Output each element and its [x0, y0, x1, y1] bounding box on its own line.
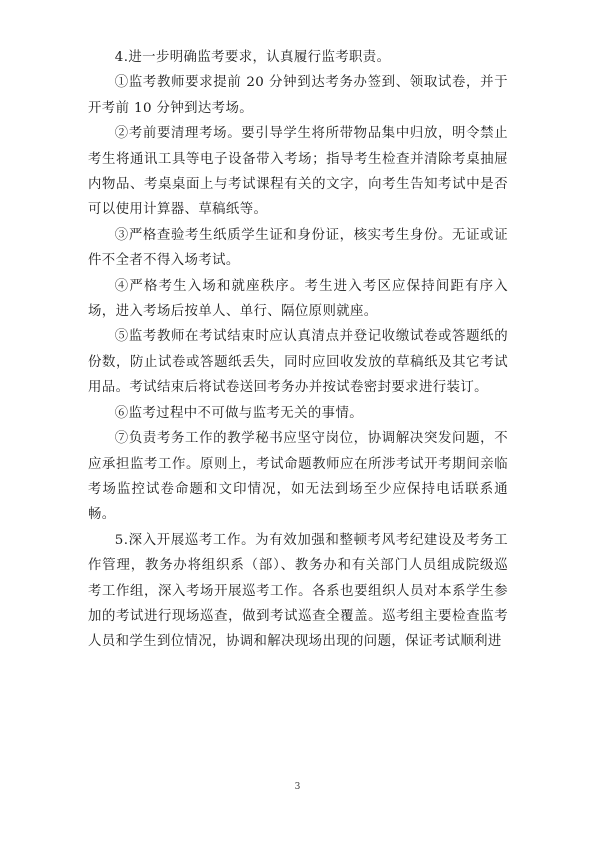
paragraph-item-4: ④严格考生入场和就座秩序。考生进入考区应保持间距有序入场，进入考场后按单人、单行、隔位原则就座。	[88, 278, 508, 320]
paragraph-item-1: ①监考教师要求提前 20 分钟到达考务办签到、领取试卷，并于开考前 10 分钟到达考场。	[88, 75, 508, 116]
paragraph-patrol-inspection: 5.深入开展巡考工作。为有效加强和整顿考风考纪建设及考务工作管理，教务办将组织系（部）、教务办和有关部门人员组成院级巡考工作组，深入考场开展巡考工作。各系也要组织人员对本系学生参加的考试进行现场巡查，做到考试巡查全覆盖。巡考组主要检查监考人员和学生到位情况，协调和解决现场出现的问题，保证考试顺利进	[88, 532, 508, 650]
page-number: 3	[294, 782, 301, 792]
paragraph-item-7: ⑦负责考务工作的教学秘书应坚守岗位，协调解决突发问题，不应承担监考工作。原则上，考试命题教师应在所涉考试开考期间亲临考场监控试卷命题和文印情况，如无法到场至少应保持电话联系通畅。	[88, 431, 508, 523]
document-body	[88, 45, 508, 655]
paragraph-item-2: ②考前要清理考场。要引导学生将所带物品集中归放，明令禁止考生将通讯工具等电子设备带入考场；指导考生检查并清除考桌抽屉内物品、考桌桌面上与考试课程有关的文字，向考生告知考试中是否可以使用计算器、草稿纸等。	[88, 126, 508, 218]
paragraph-item-3: ③严格查验考生纸质学生证和身份证，核实考生身份。无证或证件不全者不得入场考试。	[88, 227, 508, 269]
paragraph-item-5: ⑤监考教师在考试结束时应认真清点并登记收缴试卷或答题纸的份数，防止试卷或答题纸丢失，同时应回收发放的草稿纸及其它考试用品。考试结束后将试卷送回考务办并按试卷密封要求进行装订。	[88, 329, 508, 396]
paragraph-invigilation-requirements: 4.进一步明确监考要求，认真履行监考职责。	[114, 50, 391, 65]
paragraph-item-6: ⑥监考过程中不可做与监考无关的事情。	[114, 405, 364, 421]
